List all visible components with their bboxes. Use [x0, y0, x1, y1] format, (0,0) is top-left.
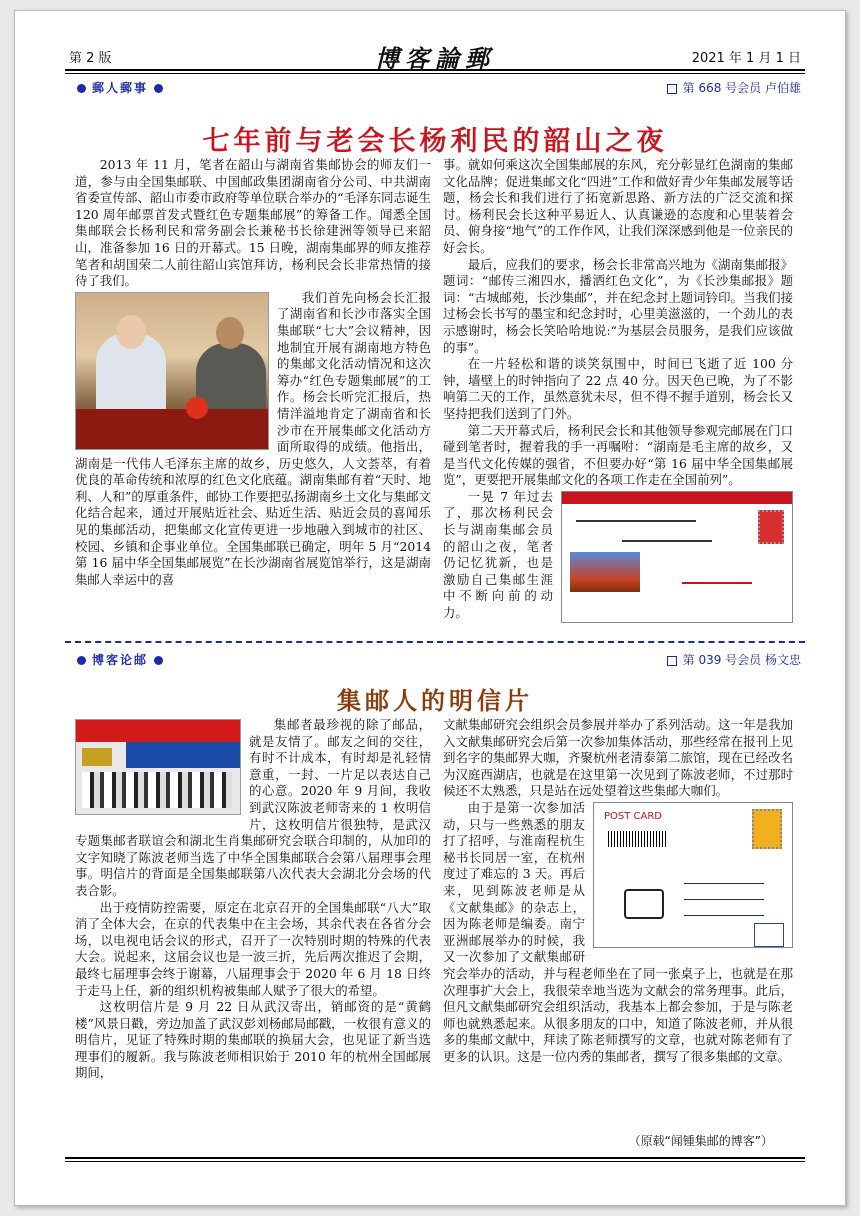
section1-label: 郵人郵事	[71, 79, 169, 96]
barcode-icon	[608, 831, 668, 847]
article1-paragraph: 最后，应我们的要求，杨会长非常高兴地为《湖南集邮报》题词：“邮传三湘四水，播洒红色文化”，为《长沙集邮报》题词：“古城邮苑，长沙集邮”，并在纪念封上题词钤印。当我们接过杨会长书写的墨宝和纪念封时，心里美滋滋的，一个劲儿的表示感谢时，杨会长笑哈哈地说:“为基层会员服务，是我们应该做的事”。	[443, 256, 793, 355]
article1-paragraph: 2013 年 11 月，笔者在韶山与湖南省集邮协会的师友们一道，参与由全国集邮联、中国邮政集团湖南省分公司、中共湖南省委宣传部、韶山市委市政府等单位联合举办的“毛泽东同志诞生 120 周年邮票首发式暨红色专题集邮展”的筹备工作。闻悉全国集邮联会长杨利民和常务副会长兼秘书长徐建洲等领导已来韶山，准备参加 16 日的开幕式。15 日晚，湖南集邮界的师友推荐笔者和胡国荣二人前往韶山宾馆拜访，杨利民会长非常热情的接待了我们。	[75, 157, 431, 289]
section1-byline: 第 668 号会员 卢伯雄	[667, 79, 801, 96]
article1-paragraph: 在一片轻松和谐的谈笑氛围中，时间已飞逝了近 100 分钟，墙壁上的时钟指向了 22 点 40 分。因天色已晚，为了不影响第二天的工作，虽然意犹未尽，但不得不握手道别，杨会长又坚持把我们送到了门外。	[443, 356, 793, 421]
article1-paragraph: 事。就如何乘这次全国集邮展的东风，充分彰显红色湖南的集邮文化品牌；促进集邮文化“四进”工作和做好青少年集邮发展等话题，杨会长和我们进行了拓宽新思路、新方法的广泛交流和探讨。杨利民会长这种平易近人、认真谦逊的态度和心里装着会员、俯身接“地气”的工作作风，让我们深深感到他是一位亲民的好会长。	[443, 157, 793, 255]
article2-left-column	[75, 717, 431, 1157]
postcard-photo	[593, 802, 793, 948]
section2-bar	[71, 649, 801, 669]
issue-date: 2021 年 1 月 1 日	[691, 51, 801, 66]
bullet-dot-icon	[154, 84, 163, 93]
carriage-icon	[624, 889, 664, 919]
section-divider	[65, 641, 805, 643]
footer-rule	[65, 1157, 805, 1162]
article1-paragraph: 我们首先向杨会长汇报了湖南省和长沙市落实全国集邮联“七大”会议精神，因地制宜开展有湖南地方特色的集邮文化活动情况和这次筹办“红色专题集邮展”的工作。杨会长听完汇报后，热情洋溢地肯定了湖南省和长沙市在开展集邮文化活动方面所取得的成绩。他指出，湖南是一代伟人毛泽东主席的故乡，历史悠久，人文荟萃，有着优良的革命传统和浓厚的红色文化底蕴。湖南集邮有着“天时、地利、人和”的厚重条件，邮协工作要把弘扬湖南乡土文化与集邮文化结合起来，通过开展贴近社会、贴近生活、贴近会员的喜闻乐见的集邮活动，把集邮文化宣传更进一步地融入到城市的社区、校园、乡镇和企事业单位。全国集邮联已确定，明年 5 月“2014 第 16 届中华全国集邮展览”在长沙湖南省展览馆举行，这是湖南集邮人幸运中的喜	[75, 289, 431, 587]
checkbox-square-icon	[667, 84, 677, 94]
bullet-dot-icon	[77, 84, 86, 93]
bullet-dot-icon	[154, 656, 163, 665]
article2-title: 集邮人的明信片	[337, 686, 533, 715]
paper-name: 博客論郵	[375, 44, 495, 73]
stamp-icon	[758, 510, 784, 544]
article2-paragraph: 由于是第一次参加活动，只与一些熟悉的朋友打了招呼，与淮南程杭生秘书长同居一室，在杭州度过了难忘的 3 天。再后来，见到陈波老师是从《文献集邮》的杂志上，因为陈老师是编委。南宁亚洲邮展举办的时候，我又一次参加了文献集邮研究会举办的活动，并与程老师坐在了同一张桌子上，也就是在那次理事扩大会上，我很荣幸地当选为文献会的常务理事。此后，但凡文献集邮研究会组织活动，我基本上都会参加，于是与陈老师也就熟悉起来。从很多朋友的口中，知道了陈波老师，并从很多的集邮文献中，拜读了陈老师撰写的文章，也就对陈老师有了更多的认识。这是一位内秀的集邮者，撰写了很多集邮的文章。	[443, 799, 793, 1064]
section2-byline: 第 039 号会员 杨文忠	[667, 651, 801, 668]
bullet-dot-icon	[77, 656, 86, 665]
credit-line	[443, 1133, 793, 1153]
article1-right-column	[443, 157, 793, 633]
section2-label: 博客论邮	[71, 651, 169, 668]
checkbox-square-icon	[667, 656, 677, 666]
article1-left-column	[75, 157, 431, 633]
article2-paragraph: 文献集邮研究会组织会员参展并举办了系列活动。这一年是我加入文献集邮研究会后第一次参加集体活动，那些经常在报刊上见到名字的集邮界大咖，齐聚杭州老清泰第二旅馆，现在已经改名为汉庭西湖店，也就是在这里第一次见到了陈波老师，不过那时候还不太熟悉，只是站在远处望着这些集邮大咖们。	[443, 717, 793, 799]
article2-right-column	[443, 717, 793, 1137]
conference-group-photo	[75, 719, 241, 815]
section1-bar	[71, 77, 801, 97]
stamp-icon	[752, 809, 782, 849]
meeting-photo	[75, 292, 269, 450]
masthead-rule	[65, 69, 805, 74]
article2-paragraph: 集邮者最珍视的除了邮品，就是友情了。邮友之间的交往，有时不计成本，有时却是礼轻情意重，一封、一片足以表达自己的心意。2020 年 9 月间，我收到武汉陈波老师寄来的 1 枚明信片，这枚明信片很独特，是武汉专题集邮者联谊会和湖北生肖集邮研究会联合印制的，从加印的文字知晓了陈波老师当选了中华全国集邮联合会第八届理事会理事。明信片的背面是全国集邮联第八次代表大会湖北分会场的代表合影。	[75, 717, 431, 898]
edition-number: 第 2 版	[69, 51, 112, 66]
masthead	[65, 39, 805, 73]
article2-paragraph: 这枚明信片是 9 月 22 日从武汉寄出，销邮资的是“黄鹤楼”风景日戳，旁边加盖了武汉彭刘杨邮局邮戳，一枚很有意义的明信片，见证了特殊时期的集邮联的换届大会，也见证了新当选理事们的履新。我与陈波老师相识始于 2010 年的杭州全国邮展期间，	[75, 999, 431, 1081]
commemorative-envelope-photo	[561, 491, 793, 623]
article2-paragraph: 出于疫情防控需要，原定在北京召开的全国集邮联“八大”取消了全体大会，在京的代表集中在主会场，其余代表在各省分会场，以电视电话会议的形式，召开了一次特别时期的特殊的代表大会。说起来，这届会议也是一波三折，先后两次推迟了会期，最终七届理事会终于谢幕，八届理事会于 2020 年 6 月 18 日终于走马上任，新的组织机构被集邮人赋予了很大的希望。	[75, 899, 431, 998]
source-credit: （原载“闻锺集邮的博客”）	[628, 1134, 773, 1148]
postcard-title: POST CARD	[604, 810, 663, 822]
article1-paragraph: 一晃 7 年过去了，那次杨利民会长与湖南集邮会员的韶山之夜，笔者仍记忆犹新，也是激励自己集邮生涯中不断向前的动力。	[443, 488, 553, 621]
newspaper-page	[14, 10, 846, 1206]
article1-title: 七年前与老会长杨利民的韶山之夜	[202, 126, 668, 157]
article1-paragraph: 第二天开幕式后，杨利民会长和其他领导参观完邮展在门口碰到笔者时，握着我的手一再嘱咐：“湖南是毛主席的故乡，又是当代文化传媒的强省，不但要办好“第 16 届中华全国集邮展览”，更要把开展集邮文化的各项工作走在全国前列”。	[443, 422, 793, 488]
